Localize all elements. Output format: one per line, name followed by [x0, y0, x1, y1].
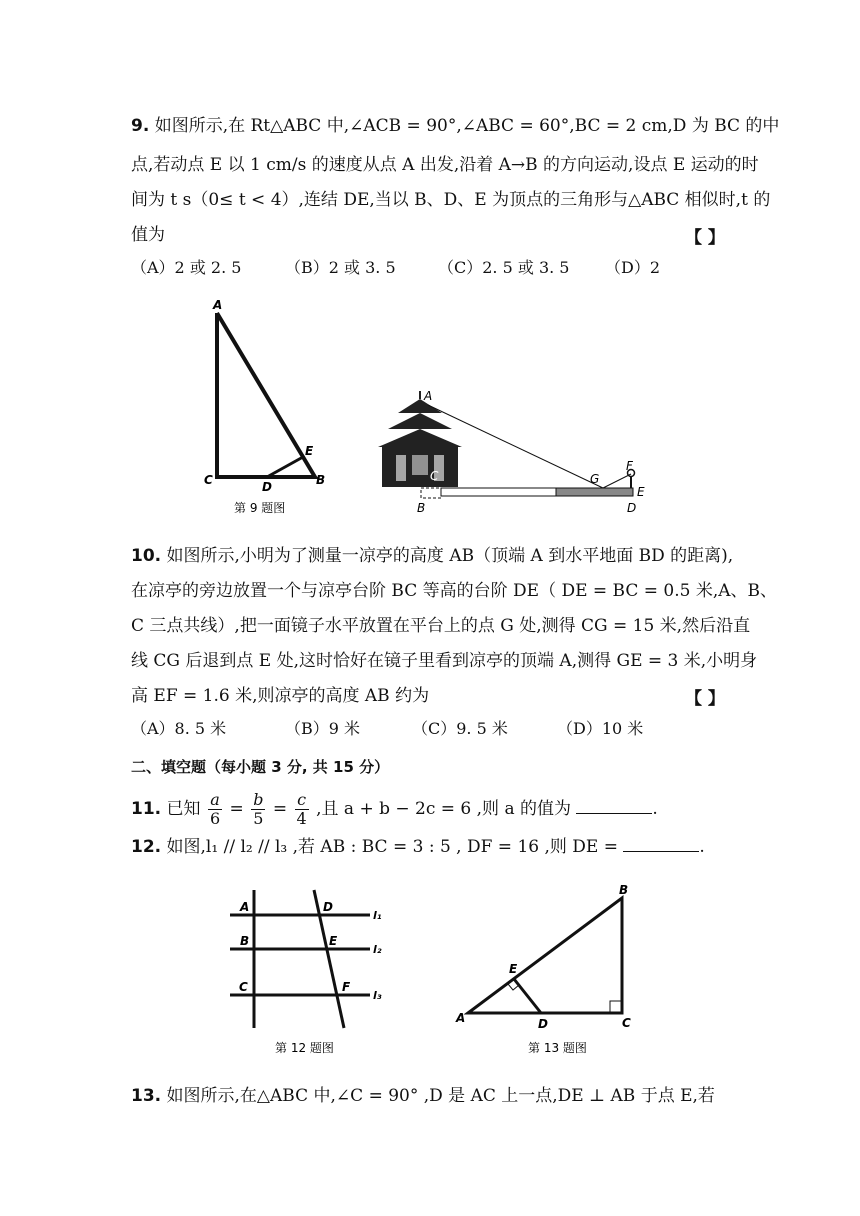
q9-figure	[195, 295, 335, 520]
q12-number: 12.	[131, 837, 162, 857]
fig12-label-b: B	[240, 934, 250, 948]
q11-frac-a-num: a	[208, 791, 222, 810]
q11-frac-a-den: 6	[209, 809, 221, 828]
fig9-label-c: C	[204, 473, 213, 487]
fig13-label-c: C	[622, 1016, 631, 1030]
q9-line-1	[131, 114, 779, 138]
q10-line-5: 高 EF = 1.6 米,则凉亭的高度 AB 约为	[131, 686, 430, 706]
q9-option-d: （D）2	[605, 258, 661, 277]
fig12-label-e: E	[329, 934, 338, 948]
fig12-label-f: F	[342, 980, 351, 994]
fig9-label-a: A	[213, 298, 223, 312]
q13-text: 如图所示,在△ABC 中,∠C = 90° ,D 是 AC 上一点,DE ⊥ AB 于点 E,若	[166, 1086, 715, 1106]
q11-eq-2: =	[272, 799, 288, 819]
fig12-label-a: A	[240, 900, 250, 914]
q10-line-2: 在凉亭的旁边放置一个与凉亭台阶 BC 等高的台阶 DE（ DE = BC = 0.5 米,A、B、	[131, 581, 778, 601]
fig9-label-d: D	[262, 480, 272, 494]
fig10-label-b: B	[417, 501, 426, 515]
fig12-label-d: D	[323, 900, 333, 914]
q11-post: ,且 a + b − 2c = 6 ,则 a 的值为	[316, 799, 571, 819]
q10-answer-bracket: 【 】	[685, 689, 725, 709]
q10-option-d: （D）10 米	[557, 719, 644, 738]
fig9-caption: 第 9 题图	[234, 501, 286, 515]
q11-eq-1: =	[229, 799, 244, 819]
q11-frac-c-den: 4	[296, 809, 307, 828]
q10-line-3: C 三点共线）,把一面镜子水平放置在平台上的点 G 处,测得 CG = 15 米,然后沿直	[131, 616, 751, 636]
q10-text-1: 如图所示,小明为了测量一凉亭的高度 AB（顶端 A 到水平地面 BD 的距离),	[166, 546, 734, 566]
fig12-caption: 第 12 题图	[275, 1041, 334, 1055]
q11-frac-b-den: 5	[253, 809, 264, 828]
q9-text-1: 如图所示,在 Rt△ABC 中,∠ACB = 90°,∠ABC = 60°,BC = 2 cm,D 为 BC 的中	[154, 116, 780, 136]
section-fill-in-title: 二、填空题（每小题 3 分, 共 15 分）	[131, 758, 390, 776]
q12-text: 如图,l₁ // l₂ // l₃ ,若 AB : BC = 3 : 5 , DF = 16 ,则 DE =	[166, 837, 618, 857]
q12-end: .	[699, 837, 705, 857]
q11-frac-b-num: b	[253, 790, 264, 809]
q9-number: 9.	[131, 116, 150, 136]
q10-number: 10.	[131, 546, 162, 566]
q9-line-3: 间为 t s（0≤ t < 4）,连结 DE,当以 B、D、E 为顶点的三角形与△ABC 相似时,t 的	[131, 190, 771, 210]
q10-option-c: （C）9. 5 米	[412, 719, 508, 738]
fig13-label-d: D	[538, 1017, 548, 1031]
fig13-label-a: A	[456, 1011, 466, 1025]
fig10-label-a: A	[424, 389, 433, 403]
q10-line-1	[131, 544, 733, 568]
q11-frac-c-num: c	[295, 791, 309, 810]
fig13-label-e: E	[509, 962, 518, 976]
fig10-label-e: E	[637, 485, 645, 499]
q11-line	[131, 790, 658, 828]
q9-option-b: （B）2 或 3. 5	[285, 258, 396, 277]
q13-line	[131, 1084, 715, 1108]
q11-fraction-a	[208, 791, 222, 828]
q12-line	[131, 835, 705, 859]
pavilion-icon	[378, 391, 462, 487]
q13-figure	[452, 880, 652, 1060]
q11-fraction-b	[251, 791, 265, 828]
q11-number: 11.	[131, 799, 162, 819]
fig10-label-g: G	[590, 472, 600, 486]
fig9-label-e: E	[305, 444, 314, 458]
q11-answer-blank[interactable]	[576, 797, 652, 814]
fig12-label-c: C	[239, 980, 248, 994]
q11-fraction-c	[295, 791, 309, 828]
fig12-label-l3: l₃	[373, 989, 382, 1002]
fig13-caption: 第 13 题图	[528, 1041, 587, 1055]
fig10-label-c: C	[430, 469, 439, 483]
q11-pre: 已知	[166, 799, 201, 819]
fig13-label-b: B	[619, 883, 629, 897]
fig12-label-l1: l₁	[373, 909, 382, 922]
q9-option-c: （C）2. 5 或 3. 5	[438, 258, 570, 277]
q9-answer-bracket: 【 】	[685, 228, 725, 248]
q9-line-2: 点,若动点 E 以 1 cm/s 的速度从点 A 出发,沿着 A→B 的方向运动,设点 E 运动的时	[131, 155, 759, 175]
q10-option-b: （B）9 米	[285, 719, 361, 738]
q10-option-a: （A）8. 5 米	[131, 719, 227, 738]
fig12-label-l2: l₂	[373, 943, 382, 956]
q11-end: .	[652, 799, 658, 819]
q9-option-a: （A）2 或 2. 5	[131, 258, 242, 277]
fig10-label-d: D	[627, 501, 637, 515]
q9-line-4: 值为	[131, 225, 165, 245]
q12-figure	[222, 885, 402, 1060]
fig10-label-f: F	[626, 459, 633, 473]
q12-answer-blank[interactable]	[623, 835, 699, 852]
q10-figure	[378, 385, 668, 515]
fig9-label-b: B	[316, 473, 326, 487]
q10-line-4: 线 CG 后退到点 E 处,这时恰好在镜子里看到凉亭的顶端 A,测得 GE = 3 米,小明身	[131, 651, 758, 671]
q13-number: 13.	[131, 1086, 162, 1106]
